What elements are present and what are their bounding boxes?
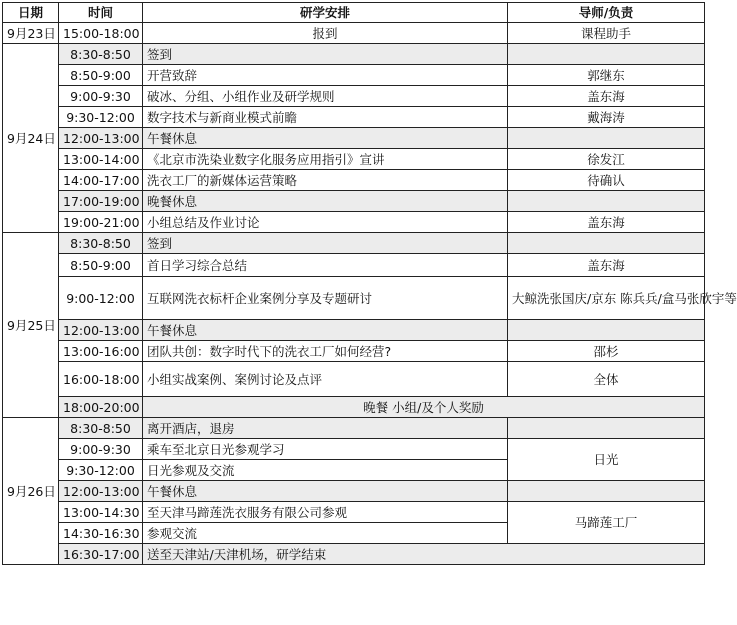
table-row bbox=[3, 170, 705, 191]
table-row bbox=[3, 44, 705, 65]
table-row bbox=[3, 212, 705, 233]
time-cell: 13:00-16:00 bbox=[59, 341, 143, 362]
activity-cell: 数字技术与新商业模式前瞻 bbox=[143, 107, 508, 128]
time-cell: 9:30-12:00 bbox=[59, 460, 143, 481]
time-cell: 16:00-18:00 bbox=[59, 362, 143, 397]
activity-cell: 乘车至北京日光参观学习 bbox=[143, 439, 508, 460]
leader-cell: 马蹄莲工厂 bbox=[508, 502, 705, 544]
table-row bbox=[3, 65, 705, 86]
leader-cell: 盖东海 bbox=[508, 86, 705, 107]
leader-cell bbox=[508, 233, 705, 254]
header-date: 日期 bbox=[3, 3, 59, 23]
activity-cell: 晚餐 小组/及个人奖励 bbox=[143, 397, 705, 418]
time-cell: 13:00-14:30 bbox=[59, 502, 143, 523]
leader-cell: 大鲸洗张国庆/京东 陈兵兵/盒马张欣宇等 bbox=[508, 277, 705, 320]
leader-cell: 徐发江 bbox=[508, 149, 705, 170]
table-row bbox=[3, 149, 705, 170]
table-row bbox=[3, 544, 705, 565]
header-time: 时间 bbox=[59, 3, 143, 23]
activity-cell: 离开酒店，退房 bbox=[143, 418, 508, 439]
activity-cell: 破冰、分组、小组作业及研学规则 bbox=[143, 86, 508, 107]
activity-cell: 日光参观及交流 bbox=[143, 460, 508, 481]
leader-cell bbox=[508, 44, 705, 65]
activity-cell: 签到 bbox=[143, 233, 508, 254]
time-cell: 12:00-13:00 bbox=[59, 128, 143, 149]
time-cell: 9:00-9:30 bbox=[59, 86, 143, 107]
leader-cell: 盖东海 bbox=[508, 254, 705, 277]
date-cell: 9月25日 bbox=[3, 233, 59, 418]
activity-cell: 《北京市洗染业数字化服务应用指引》宣讲 bbox=[143, 149, 508, 170]
activity-cell: 参观交流 bbox=[143, 523, 508, 544]
leader-cell: 课程助手 bbox=[508, 23, 705, 44]
table-row bbox=[3, 320, 705, 341]
date-cell: 9月23日 bbox=[3, 23, 59, 44]
time-cell: 12:00-13:00 bbox=[59, 481, 143, 502]
time-cell: 14:30-16:30 bbox=[59, 523, 143, 544]
leader-cell: 全体 bbox=[508, 362, 705, 397]
leader-cell bbox=[508, 481, 705, 502]
activity-cell: 首日学习综合总结 bbox=[143, 254, 508, 277]
leader-cell bbox=[508, 320, 705, 341]
time-cell: 12:00-13:00 bbox=[59, 320, 143, 341]
activity-cell: 报到 bbox=[143, 23, 508, 44]
activity-cell: 团队共创：数字时代下的洗衣工厂如何经营? bbox=[143, 341, 508, 362]
table-row bbox=[3, 481, 705, 502]
date-cell: 9月26日 bbox=[3, 418, 59, 565]
activity-cell: 开营致辞 bbox=[143, 65, 508, 86]
table-row bbox=[3, 254, 705, 277]
time-cell: 14:00-17:00 bbox=[59, 170, 143, 191]
leader-cell: 日光 bbox=[508, 439, 705, 481]
table-row bbox=[3, 397, 705, 418]
time-cell: 9:00-12:00 bbox=[59, 277, 143, 320]
table-row bbox=[3, 23, 705, 44]
header-leader: 导师/负责 bbox=[508, 3, 705, 23]
table-row bbox=[3, 341, 705, 362]
time-cell: 8:30-8:50 bbox=[59, 233, 143, 254]
activity-cell: 午餐休息 bbox=[143, 320, 508, 341]
leader-cell: 邵杉 bbox=[508, 341, 705, 362]
time-cell: 13:00-14:00 bbox=[59, 149, 143, 170]
leader-cell: 郭继东 bbox=[508, 65, 705, 86]
time-cell: 19:00-21:00 bbox=[59, 212, 143, 233]
time-cell: 8:30-8:50 bbox=[59, 44, 143, 65]
leader-cell: 待确认 bbox=[508, 170, 705, 191]
time-cell: 15:00-18:00 bbox=[59, 23, 143, 44]
table-row bbox=[3, 107, 705, 128]
activity-cell: 小组总结及作业讨论 bbox=[143, 212, 508, 233]
table-row bbox=[3, 502, 705, 523]
table-row bbox=[3, 128, 705, 149]
activity-cell: 午餐休息 bbox=[143, 481, 508, 502]
time-cell: 18:00-20:00 bbox=[59, 397, 143, 418]
date-cell: 9月24日 bbox=[3, 44, 59, 233]
leader-cell bbox=[508, 191, 705, 212]
table-row bbox=[3, 439, 705, 460]
time-cell: 8:50-9:00 bbox=[59, 65, 143, 86]
activity-cell: 签到 bbox=[143, 44, 508, 65]
leader-cell bbox=[508, 418, 705, 439]
time-cell: 16:30-17:00 bbox=[59, 544, 143, 565]
table-row bbox=[3, 191, 705, 212]
activity-cell: 晚餐休息 bbox=[143, 191, 508, 212]
table-row bbox=[3, 362, 705, 397]
leader-cell: 盖东海 bbox=[508, 212, 705, 233]
table-row bbox=[3, 86, 705, 107]
time-cell: 9:00-9:30 bbox=[59, 439, 143, 460]
activity-cell: 小组实战案例、案例讨论及点评 bbox=[143, 362, 508, 397]
schedule-table bbox=[2, 2, 737, 565]
header-schedule: 研学安排 bbox=[143, 3, 508, 23]
leader-cell bbox=[508, 128, 705, 149]
activity-cell: 互联网洗衣标杆企业案例分享及专题研讨 bbox=[143, 277, 508, 320]
activity-cell: 午餐休息 bbox=[143, 128, 508, 149]
table-row bbox=[3, 277, 705, 320]
table-row bbox=[3, 418, 705, 439]
activity-cell: 洗衣工厂的新媒体运营策略 bbox=[143, 170, 508, 191]
time-cell: 9:30-12:00 bbox=[59, 107, 143, 128]
time-cell: 8:50-9:00 bbox=[59, 254, 143, 277]
header-row bbox=[3, 3, 705, 23]
time-cell: 8:30-8:50 bbox=[59, 418, 143, 439]
table-row bbox=[3, 233, 705, 254]
activity-cell: 至天津马蹄莲洗衣服务有限公司参观 bbox=[143, 502, 508, 523]
activity-cell: 送至天津站/天津机场，研学结束 bbox=[143, 544, 705, 565]
leader-cell: 戴海涛 bbox=[508, 107, 705, 128]
time-cell: 17:00-19:00 bbox=[59, 191, 143, 212]
